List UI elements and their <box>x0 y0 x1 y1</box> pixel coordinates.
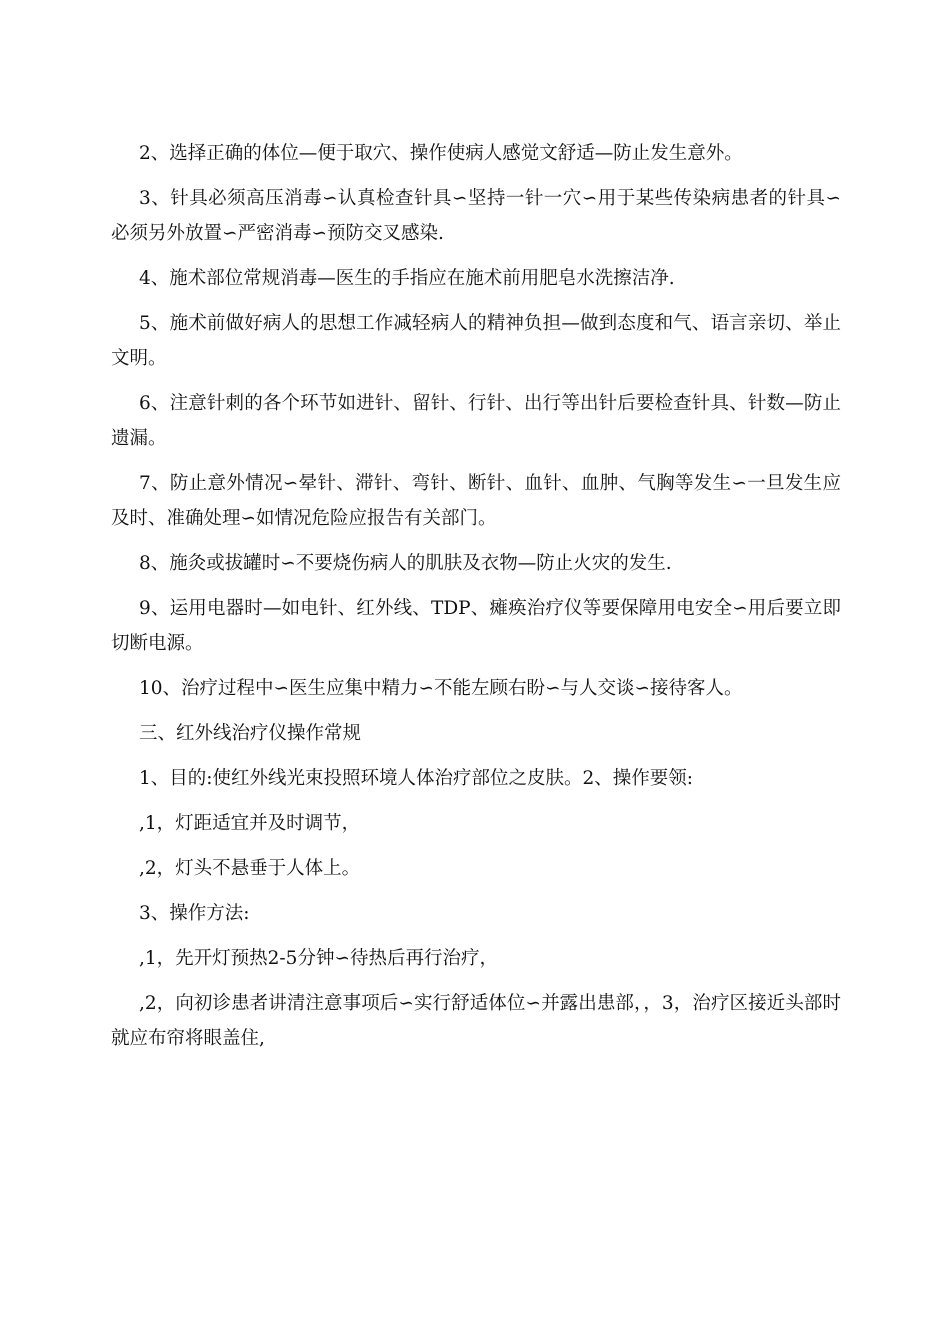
paragraph-subitem-1: ,1，灯距适宜并及时调节， <box>139 813 361 834</box>
paragraph-item-10: 10、治疗过程中∽医生应集中精力∽不能左顾右盼∽与人交谈∽接待客人。 <box>139 678 743 699</box>
paragraph-item-9: 9、运用电器时—如电针、红外线、TDP、瘫痪治疗仪等要保障用电安全∽用后要立即切断电源。 <box>111 598 841 654</box>
paragraph-item-7: 7、防止意外情况∽晕针、滞针、弯针、断针、血针、血肿、气胸等发生∽一旦发生应及时、准确处理∽如情况危险应报告有关部门。 <box>111 473 841 529</box>
document-body <box>111 136 841 1066</box>
paragraph-item-5: 5、施术前做好病人的思想工作减轻病人的精神负担—做到态度和气、语言亲切、举止文明。 <box>111 313 841 369</box>
paragraph-item-3: 3、针具必须高压消毒∽认真检查针具∽坚持一针一穴∽用于某些传染病患者的针具∽必须另外放置∽严密消毒∽预防交叉感染. <box>111 188 841 244</box>
paragraph-item-8: 8、施灸或拔罐时∽不要烧伤病人的肌肤及衣物—防止火灾的发生. <box>139 553 672 574</box>
paragraph-item-6: 6、注意针刺的各个环节如进针、留针、行针、出行等出针后要检查针具、针数—防止遗漏。 <box>111 393 841 449</box>
paragraph-subitem-2: ,2，灯头不悬垂于人体上。 <box>139 858 361 879</box>
paragraph-method-2: ,2，向初诊患者讲清注意事项后∽实行舒适体位∽并露出患部，，3，治疗区接近头部时就应布帘将眼盖住, <box>111 993 841 1049</box>
paragraph-item-4: 4、施术部位常规消毒—医生的手指应在施术前用肥皂水洗擦洁净. <box>139 268 675 289</box>
paragraph-item-2: 2、选择正确的体位—便于取穴、操作使病人感觉文舒适—防止发生意外。 <box>139 143 743 164</box>
section-heading-infrared: 三、红外线治疗仪操作常规 <box>139 723 362 744</box>
paragraph-purpose: 1、目的:使红外线光束投照环境人体治疗部位之皮肤。2、操作要领: <box>139 768 694 789</box>
paragraph-method-1: ,1，先开灯预热2-5分钟∽待热后再行治疗， <box>139 948 498 969</box>
paragraph-method-heading: 3、操作方法: <box>139 903 250 924</box>
